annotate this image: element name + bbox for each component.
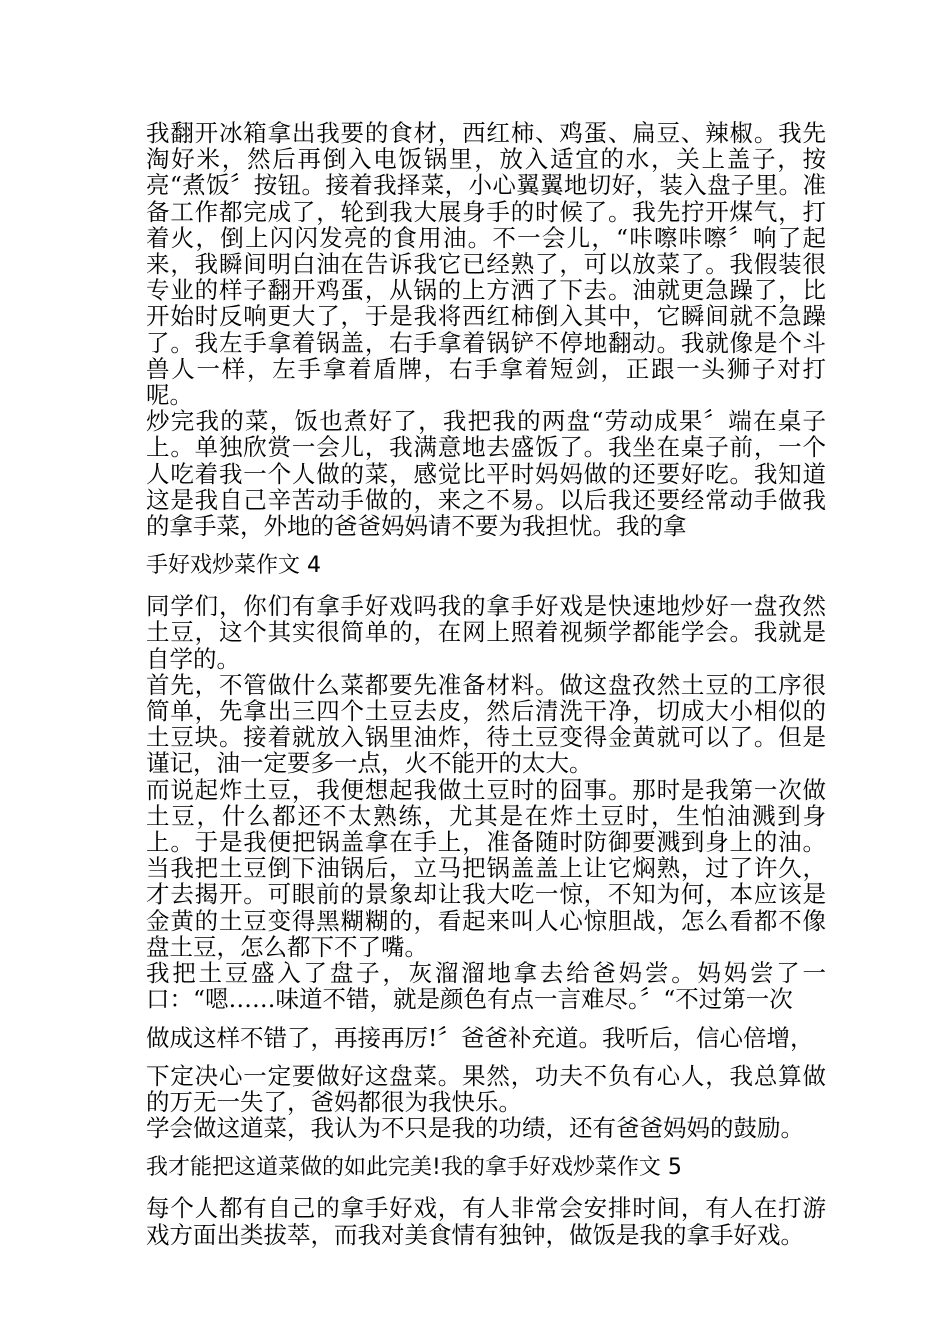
document-page xyxy=(146,120,826,1248)
paragraph-preparation: 首先，不管做什么菜都要先准备材料。做这盘孜然土豆的工序很简单，先拿出三四个土豆去皮，然后清洗干净，切成大小相似的土豆块。接着就放入锅里油炸，待土豆变得金黄就可以了。但是谨记，油一定要多一点，火不能开的太大。 xyxy=(146,670,826,778)
paragraph-after-cooking: 炒完我的菜，饭也煮好了，我把我的两盘“劳动成果〞端在桌子上。单独欣赏一会儿，我满意地去盛饭了。我坐在桌子前，一个人吃着我一个人做的菜，感觉比平时妈妈做的还要好吃。我知道这是我自己辛苦动手做的，来之不易。以后我还要经常动手做我的拿手菜，外地的爸爸妈妈请不要为我担忧。我的拿 xyxy=(146,407,826,541)
paragraph-intro-5: 每个人都有自己的拿手好戏，有人非常会安排时间，有人在打游戏方面出类拔萃，而我对美食情有独钟，做饭是我的拿手好戏。 xyxy=(146,1194,826,1249)
paragraph-parents-taste: 我把土豆盛入了盘子，灰溜溜地拿去给爸妈尝。妈妈尝了一口：“嗯……味道不错，就是颜色有点一言难尽。〞“不过第一次 xyxy=(146,959,826,1014)
paragraph-parents-taste-cont: 做成这样不错了，再接再厉!〞爸爸补充道。我听后，信心倍增， xyxy=(146,1023,814,1052)
essay-heading-4: 手好戏炒菜作文 4 xyxy=(146,553,321,579)
paragraph-intro-potato: 同学们，你们有拿手好戏吗我的拿手好戏是快速地炒好一盘孜然土豆，这个其实很简单的，在网上照着视频学都能学会。我就是自学的。 xyxy=(146,592,826,673)
paragraph-cooking-story: 我翻开冰箱拿出我要的食材，西红柿、鸡蛋、扁豆、辣椒。我先淘好米，然后再倒入电饭锅里，放入适宜的水，关上盖子，按亮“煮饭〞按钮。接着我择菜，小心翼翼地切好，装入盘子里。准备工作都完成了，轮到我大展身手的时候了。我先拧开煤气，打着火，倒上闪闪发亮的食用油。不一会儿，“咔嚓咔嚓〞响了起来，我瞬间明白油在告诉我它已经熟了，可以放菜了。我假装很专业的样子翻开鸡蛋，从锅的上方洒了下去。油就更急躁了，比开始时反响更大了，于是我将西红柿倒入其中，它瞬间就不急躁了。我左手拿着锅盖，右手拿着锅铲不停地翻动。我就像是个斗兽人一样，左手拿着盾牌，右手拿着短剑，正跟一头狮子对打呢。 xyxy=(146,119,826,410)
paragraph-credit: 学会做这道菜，我认为不只是我的功绩，还有爸爸妈妈的鼓励。 xyxy=(146,1114,804,1143)
paragraph-first-attempt: 而说起炸土豆，我便想起我做土豆时的囧事。那时是我第一次做土豆，什么都还不太熟练，尤其是在炸土豆时，生怕油溅到身上。于是我便把锅盖拿在手上，准备随时防御要溅到身上的油。当我把土豆倒下油锅后，立马把锅盖盖上让它焖熟，过了许久，才去揭开。可眼前的景象却让我大吃一惊，不知为何，本应该是金黄的土豆变得黑糊糊的，看起来叫人心惊胆战，怎么看都不像盘土豆，怎么都下不了嘴。 xyxy=(146,775,826,961)
paragraph-determination: 下定决心一定要做好这盘菜。果然，功夫不负有心人，我总算做的万无一失了，爸妈都很为我快乐。 xyxy=(146,1061,826,1116)
essay-heading-5: 我才能把这道菜做的如此完美!我的拿手好戏炒菜作文 5 xyxy=(146,1155,682,1181)
